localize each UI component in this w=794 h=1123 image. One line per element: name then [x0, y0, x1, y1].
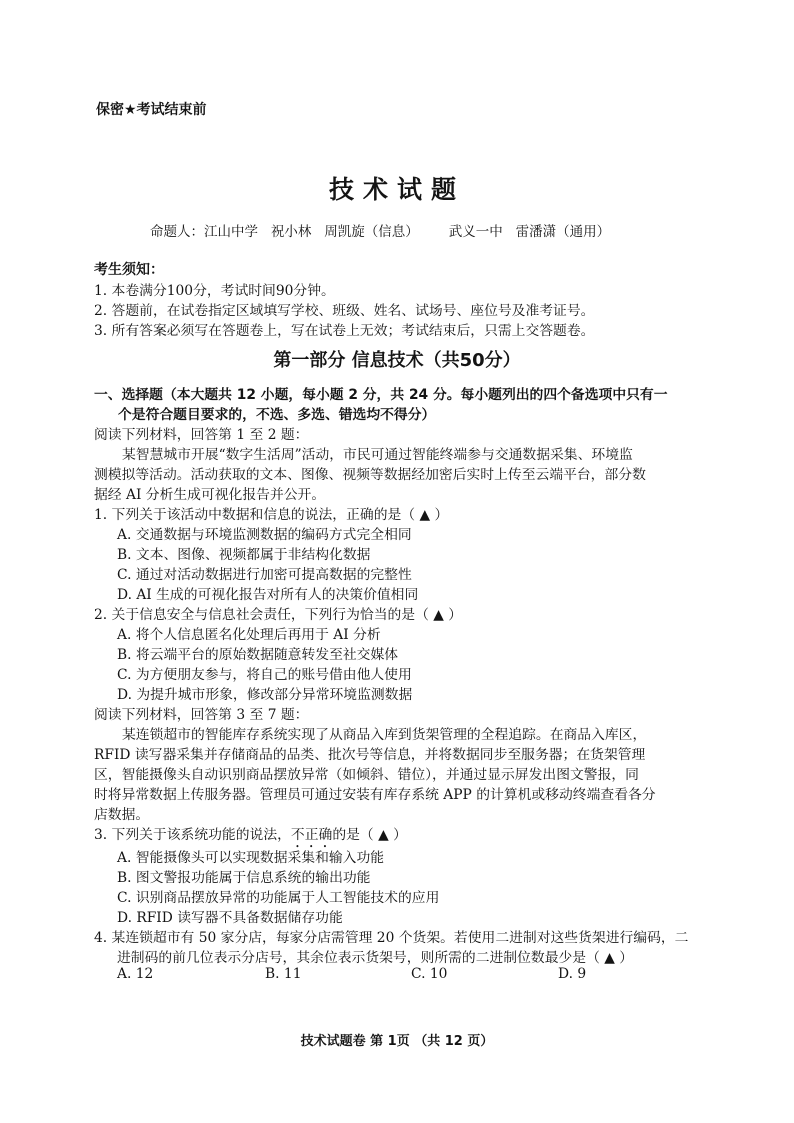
- question-option: B. 图文警报功能属于信息系统的输出功能: [117, 870, 371, 886]
- notice-item: 2. 答题前，在试卷指定区域填写学校、班级、姓名、试场号、座位号及准考证号。: [94, 303, 595, 319]
- reading-paragraph: RFID 读写器采集并存储商品的品类、批次号等信息，并将数据同步至服务器；在货架管理: [94, 747, 646, 763]
- authors-line: 命题人：江山中学 祝小林 周凯旋（信息） 武义一中 雷潘潇（通用）: [150, 224, 611, 240]
- question-option: A. 交通数据与环境监测数据的编码方式完全相同: [117, 527, 412, 543]
- reading-intro: 阅读下列材料，回答第 1 至 2 题：: [94, 427, 309, 443]
- question-stem: 4. 某连锁超市有 50 家分店，每家分店需管理 20 个货架。若使用二进制对这些货架进行编码，二: [94, 930, 689, 946]
- question-option: B. 11: [265, 966, 302, 982]
- part-heading-cont: 个是符合题目要求的，不选、多选、错选均不得分）: [118, 407, 436, 423]
- reading-paragraph: 店数据。: [94, 807, 150, 823]
- question-option: A. 12: [117, 966, 154, 982]
- emphasis-text: 不正确: [290, 827, 333, 843]
- question-option: D. AI 生成的可视化报告对所有人的决策价值相同: [117, 587, 419, 603]
- question-option: C. 通过对活动数据进行加密可提高数据的完整性: [117, 567, 412, 583]
- notice-title: 考生须知：: [94, 262, 164, 278]
- question-stem-text: 3. 下列关于该系统功能的说法，: [94, 827, 291, 843]
- question-option: C. 10: [411, 966, 448, 982]
- reading-intro: 阅读下列材料，回答第 3 至 7 题：: [94, 707, 309, 723]
- reading-paragraph: 据经 AI 分析生成可视化报告并公开。: [94, 487, 326, 503]
- part-heading: 一、选择题（本大题共 12 小题，每小题 2 分，共 24 分。每小题列出的四个备选项中只有一: [94, 387, 668, 403]
- question-stem: 1. 下列关于该活动中数据和信息的说法，正确的是（ ▲ ）: [94, 507, 449, 523]
- notice-item: 1. 本卷满分100分，考试时间90分钟。: [94, 283, 335, 299]
- question-option: B. 将云端平台的原始数据随意转发至社交媒体: [117, 647, 399, 663]
- question-option: B. 文本、图像、视频都属于非结构化数据: [117, 547, 371, 563]
- question-stem-text: 的是（ ▲ ）: [332, 827, 407, 843]
- question-option: A. 将个人信息匿名化处理后再用于 AI 分析: [117, 627, 381, 643]
- reading-paragraph: 测模拟等活动。活动获取的文本、图像、视频等数据经加密后实时上传至云端平台，部分数: [94, 467, 646, 483]
- question-stem-cont: 进制码的前几位表示分店号，其余位表示货架号，则所需的二进制位数最少是（ ▲ ）: [117, 950, 634, 966]
- reading-paragraph: 区，智能摄像头自动识别商品摆放异常（如倾斜、错位），并通过显示屏发出图文警报，同: [94, 767, 639, 783]
- page-title: 技术试题: [328, 175, 465, 204]
- reading-paragraph: 某连锁超市的智能库存系统实现了从商品入库到货架管理的全程追踪。在商品入库区，: [122, 727, 647, 743]
- notice-item: 3. 所有答案必须写在答题卷上，写在试卷上无效；考试结束后，只需上交答题卷。: [94, 323, 595, 339]
- reading-paragraph: 时将异常数据上传服务器。管理员可通过安装有库存系统 APP 的计算机或移动终端查看各分: [94, 787, 656, 803]
- question-option: D. 9: [558, 966, 587, 982]
- question-option: C. 为方便朋友参与，将自己的账号借由他人使用: [117, 667, 412, 683]
- reading-paragraph: 某智慧城市开展“数字生活周”活动，市民可通过智能终端参与交通数据采集、环境监: [122, 447, 633, 463]
- question-stem: 2. 关于信息安全与信息社会责任，下列行为恰当的是（ ▲ ）: [94, 607, 463, 623]
- page-footer: 技术试题卷 第 1页 （共 12 页）: [300, 1034, 494, 1049]
- question-option: C. 识别商品摆放异常的功能属于人工智能技术的应用: [117, 890, 440, 906]
- confidential-label: 保密★考试结束前: [96, 102, 207, 118]
- section-title: 第一部分 信息技术（共50分）: [273, 350, 521, 371]
- question-option: D. RFID 读写器不具备数据储存功能: [117, 910, 343, 926]
- question-option: A. 智能摄像头可以实现数据采集和输入功能: [117, 850, 385, 866]
- question-option: D. 为提升城市形象，修改部分异常环境监测数据: [117, 687, 413, 703]
